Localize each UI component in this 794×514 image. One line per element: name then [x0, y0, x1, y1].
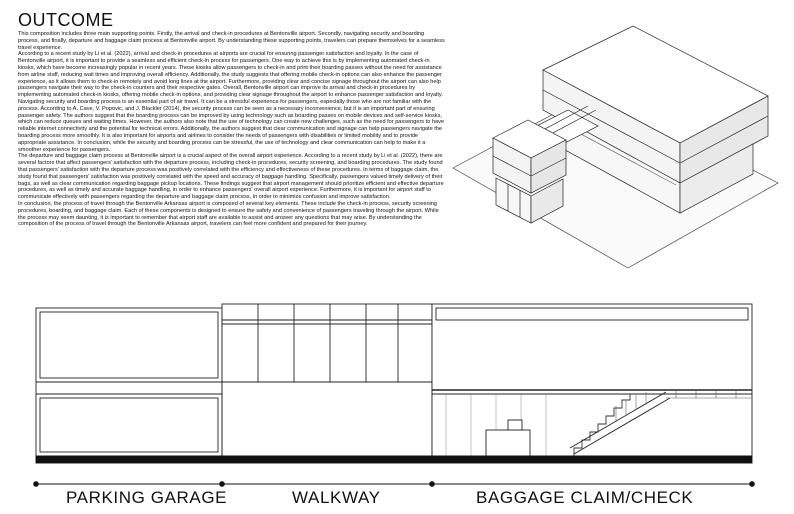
label-walkway: WALKWAY — [292, 488, 381, 507]
check-in-counter — [486, 430, 530, 456]
paragraph-conclusion: In conclusion, the process of travel through the Bentonville Arkansas airport is composed of several key elements. These include the check-in process, security screening procedures, boarding, and baggage claim. Each of these components is designed to ensure the safety and convenience of passengers traveling through the airport. While the process may seem daunting, it is important to remember that airport staff are available to assist and answer any questions that may arise. By understanding the composition of the process of travel through the Bentonville Arkansas airport, travelers can feel more confident and prepared for their journey. — [18, 200, 439, 228]
walkway-block — [222, 304, 432, 382]
isometric-building-drawing — [448, 18, 788, 278]
baggage-claim-block — [432, 304, 752, 456]
label-parking-garage: PARKING GARAGE — [66, 488, 228, 507]
paragraph-security: Navigating security and boarding process is an essential part of air travel. It can be a stressful experience for passengers, especially those who are not familiar with the process. According to A. Cave, V. Popovic, and J. Blackler (2014), the security process can be seen as a necessary inconvenience, but it is an important part of ensuring passenger safety. The authors suggest that the boarding process can be improved by using technology such as boarding passes on mobile devices and self-service kiosks, which can reduce queues and waiting times. However, the authors also note that the use of technology can create new challenges, such as the need for passengers to have reliable internet connectivity and the potential for technical errors. Additionally, the authors suggest that clear communication and signage can help passengers navigate the boarding process more smoothly. It is also important for airports and airlines to consider the needs of passengers with disabilities or limited mobility and to provide appropriate assistance. In conclusion, while the security and boarding process can be stressful, the use of technology and clear communication can help to make it a smoother experience for passengers. — [18, 98, 445, 153]
ground-slab — [36, 456, 752, 463]
body-text — [18, 31, 446, 228]
page-title: OUTCOME — [18, 10, 114, 30]
label-baggage-claim-check: BAGGAGE CLAIM/CHECK — [476, 488, 694, 507]
paragraph-departure: The departure and baggage claim process at Bentonville airport is a crucial aspect of the overall airport experience. According to a recent study by Li et al. (2022), there are several factors that affect passengers' satisfaction with the departure process, including check-in procedures, security screening, and boarding procedures. The study found that passengers' satisfaction with the departure process was positively correlated with the efficiency and effectiveness of these procedures. In terms of baggage claim, the study found that passengers' satisfaction was positively correlated with the speed and accuracy of baggage handling. Specifically, passengers valued timely delivery of their bags, as well as clear communication regarding baggage pickup locations. These findings suggest that airport management should prioritize efficient and effective departure procedures, as well as timely and accurate baggage handling, in order to enhance passengers' overall airport experience. Furthermore, it is important for airport staff to communicate effectively with passengers regarding the departure and baggage claim process, in order to minimize confusion and improve satisfaction. — [18, 153, 444, 201]
section-elevation-drawing — [26, 294, 768, 488]
paragraph-check-in: According to a recent study by Li et al. (2022), arrival and check-in procedures at airports are crucial for ensuring passenger satisfaction and loyalty. In the case of Bentonville airport, it is important to provide a seamless and efficient check-in process for passengers. One way to achieve this is by implementing automated check-in kiosks, which have become increasingly popular in recent years. These kiosks allow passengers to check-in and print their boarding passes without the need for assistance from airline staff, reducing wait times and improving overall efficiency. Additionally, the study suggests that offering mobile check-in options can also enhance the passenger experience, as it allows them to check-in remotely and avoid long lines at the airport. Furthermore, providing clear and concise signage throughout the airport can also help passengers navigate their way to the check-in counters and their respective gates. Overall, Bentonville airport can improve its arrival and check-in procedures by implementing automated check-in kiosks, offering mobile check-in options, and providing clear signage throughout the airport to enhance passenger satisfaction and loyalty. — [18, 51, 443, 99]
paragraph-intro: This composition includes three main supporting points. Firstly, the arrival and check-in procedures at Bentonville airport. Secondly, navigating security and boarding process, and finally, departure and baggage claim process at Bentonville airport. By understanding these supporting points, travelers can prepare themselves for a seamless travel experience. — [18, 31, 445, 51]
